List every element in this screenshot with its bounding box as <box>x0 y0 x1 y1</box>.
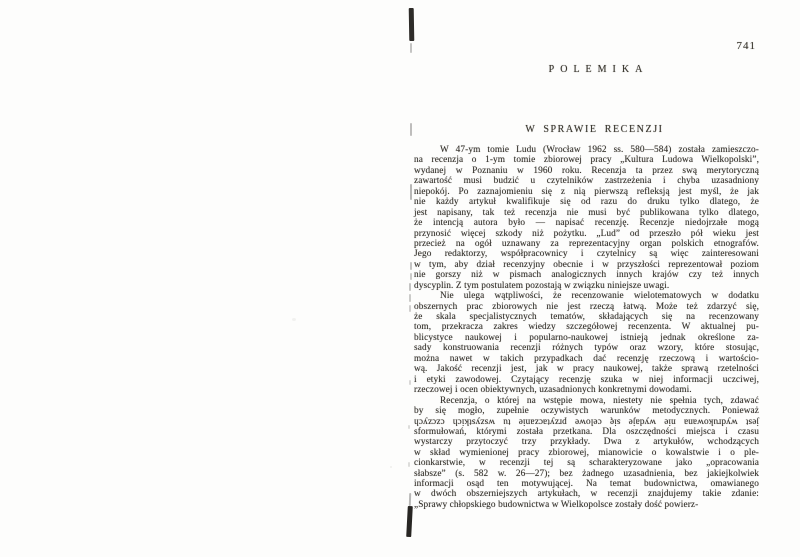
text-line: Nie ulega wątpliwości, że recenzowanie wielotematowych w dodatku <box>440 291 759 302</box>
text-line: sady konstruowania recenzji różnych typów oraz wzory, które stosując, <box>414 343 759 354</box>
page-number: 741 <box>736 40 756 52</box>
text-line: zawartość musi budzić u czytelników zastrzeżenia i chyba uzasadniony <box>414 176 759 187</box>
binding-gutter-mark <box>409 8 415 41</box>
dust-speck <box>390 466 392 468</box>
binding-gutter-mark <box>406 506 413 537</box>
text-line: cionkarstwie, w recenzji tej są scharakteryzowane jako „opracowania <box>414 458 759 469</box>
binding-gutter-mark <box>410 273 412 280</box>
text-line: dyscyplin. Z tym postulatem pozostają w związku niniejsze uwagi. <box>414 280 670 291</box>
binding-gutter-mark <box>409 283 411 291</box>
binding-gutter-mark <box>409 305 411 312</box>
text-line: rzeczowej i ocen obiektywnych, uzasadnionych konkretnymi dowodami. <box>414 385 692 396</box>
binding-gutter-mark <box>410 184 412 200</box>
binding-gutter-mark <box>409 380 411 385</box>
binding-gutter-mark <box>408 425 410 429</box>
binding-gutter-mark <box>408 462 410 467</box>
text-line: i etyki zawodowej. Czytający recenzję szuka w niej informacji uczciwej, <box>414 374 759 385</box>
text-line: blicystyce naukowej i popularno-naukowej istnieją jednak określone za- <box>414 332 759 343</box>
text-line: nie gorszy niż w pismach analogicznych innych krajów czy też innych <box>414 270 759 281</box>
text-line: tom, przekracza zakres wiedzy szczegółowej recenzenta. W aktualnej pu- <box>414 322 759 333</box>
text-line: na recenzja o 1-ym tomie zbiorowej pracy „Kultura Ludowa Wielkopolski”, <box>414 155 759 166</box>
text-line: sformułowań, którymi została przetkana. Dla oszczędności miejsca i czasu <box>414 426 759 437</box>
inverted-print-line: jest wydrukowana nie wydaje się celowe przytaczanie tu wszystkich czczych <box>414 416 759 427</box>
text-line: przynosić więcej szkody niż pożytku. „Lud” od przeszło pół wieku jest <box>414 228 759 239</box>
paragraph <box>414 145 759 291</box>
text-line: W 47-ym tomie Ludu (Wrocław 1962 ss. 580—584) została zamieszczo- <box>440 145 759 155</box>
text-line: w skład wymienionej pracy zbiorowej, mianowicie o kowalstwie i o ple- <box>414 447 759 458</box>
text-line: w dwóch obszerniejszych artykułach, w recenzji znajdujemy takie zdanie: <box>414 489 759 500</box>
section-heading-polemika: POLEMIKA <box>548 64 649 75</box>
text-line: słabsze” (s. 582 w. 26—27); bez żadnego uzasadnienia, bez jakiejkolwiek <box>414 468 759 479</box>
text-line: można nawet w takich przypadkach dać recenzję rzeczową i wartościo- <box>414 353 759 364</box>
paragraph <box>414 396 759 511</box>
text-line: niepokój. Po zaznajomieniu się z nią pierwszą refleksją jest myśl, że jak <box>414 186 759 197</box>
text-line: wydanej w Poznaniu w 1960 roku. Recenzja ta przez swą merytoryczną <box>414 165 759 176</box>
text-line: obszernych prac zbiorowych nie jest rzeczą łatwą. Może też zdarzyć się, <box>414 301 759 312</box>
paragraph <box>414 291 759 395</box>
binding-gutter-mark <box>409 493 411 506</box>
body-text <box>414 145 759 510</box>
text-line: że intencją autora było — napisać recenzję. Recenzje niedojrzałe mogą <box>414 218 759 229</box>
binding-gutter-mark <box>409 294 411 302</box>
article-title: W SPRAWIE RECENZJI <box>525 124 664 135</box>
text-line: że skala specjalistycznych tematów, składających się na recenzowany <box>414 312 759 322</box>
text-line: przecież na ogół uznawany za reprezentacyjny organ polskich etnografów. <box>414 238 759 249</box>
text-line: Jego redaktorzy, współpracownicy i czytelnicy są więc zainteresowani <box>414 249 759 260</box>
binding-gutter-mark <box>410 43 412 53</box>
text-line: informacji osąd ten motywującej. Na temat budownictwa, omawianego <box>414 479 759 489</box>
text-line: w tym, aby dział recenzyjny obecnie i w przyszłości reprezentował poziom <box>414 259 759 270</box>
dust-speck <box>292 318 296 321</box>
binding-gutter-mark <box>410 123 412 136</box>
text-line: by się mogło, zupełnie oczywistych warunków metodycznych. Ponieważ <box>414 405 759 416</box>
text-line: wą. Jakość recenzji jest, jak w pracy naukowej, także sprawą rzetelności <box>414 364 759 375</box>
text-line: nie każdy artykuł kwalifikuje się od razu do druku tylko dlatego, że <box>414 197 759 208</box>
text-line: Recenzja, o której na wstępie mowa, niestety nie spełnia tych, zdawać <box>440 395 759 406</box>
text-line: wystarczy przytoczyć trzy przykłady. Dwa z artykułów, wchodzących <box>414 437 759 448</box>
binding-gutter-mark <box>410 262 412 270</box>
text-line: „Sprawy chłopskiego budownictwa w Wielkopolsce zostały dość powierz- <box>414 499 699 510</box>
text-line: jest napisany, tak też recenzja nie musi być publikowana tylko dlatego, <box>414 207 759 218</box>
